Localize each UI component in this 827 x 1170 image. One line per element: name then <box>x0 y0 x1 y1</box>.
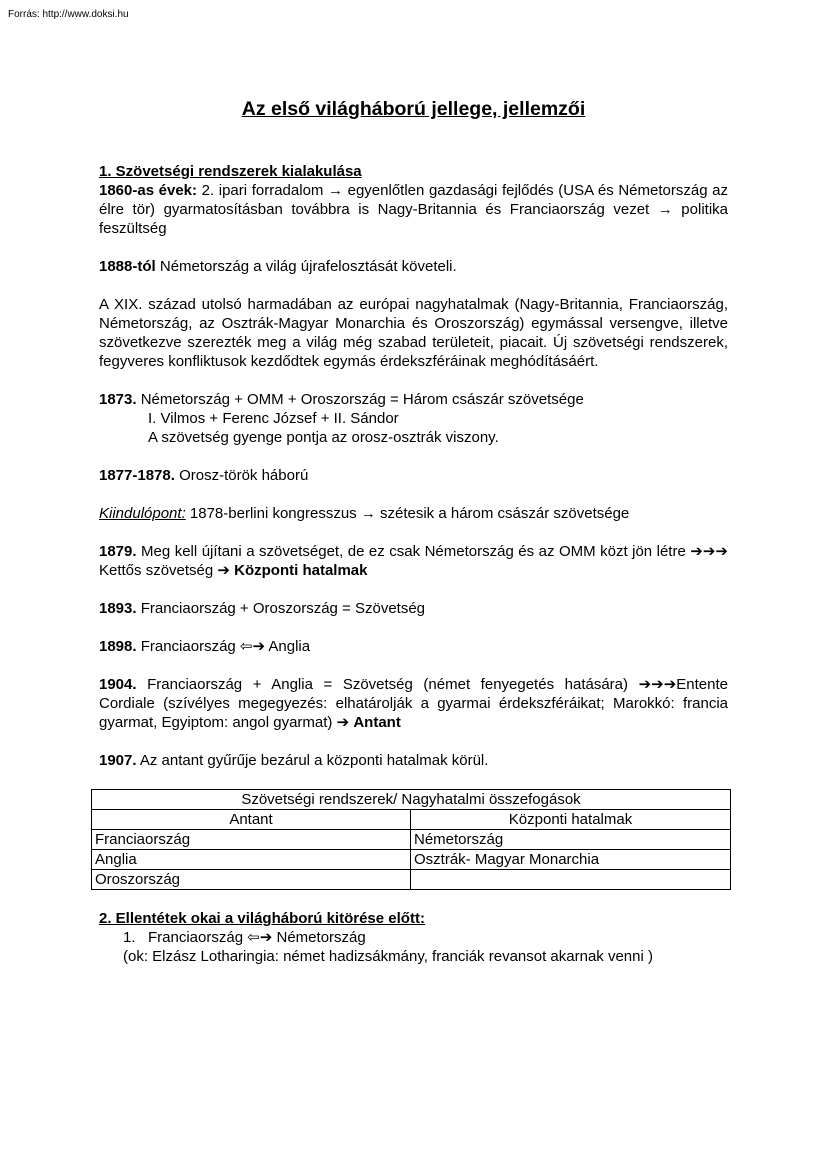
table-cell: Anglia <box>92 850 411 870</box>
paragraph-1873-weakness: A szövetség gyenge pontja az orosz-osztrák viszony. <box>148 429 499 446</box>
paragraph-1904: 1904. Franciaország + Anglia = Szövetség (német fenyegetés hatására) ➔➔➔Entente Cordiale (szívélyes megegyezés: elhatárolják a gyarmai érdekszféráikat; Marokkó: francia gyarmat, Egyiptom: angol gyarmat) ➔ Antant <box>99 676 728 731</box>
paragraph-1907: 1907. Az antant gyűrűje bezárul a központi hatalmak körül. <box>99 752 489 769</box>
paragraph-1877: 1877-1878. Orosz-török háború <box>99 467 309 484</box>
section2-heading: 2. Ellentétek okai a világháború kitörése előtt: <box>99 910 425 927</box>
table-cell: Franciaország <box>92 830 411 850</box>
alliance-table <box>91 789 731 890</box>
table-row <box>92 850 731 870</box>
paragraph-1873: 1873. Németország + OMM + Oroszország = Három császár szövetsége <box>99 391 584 408</box>
table-row <box>92 830 731 850</box>
paragraph-1879: 1879. Meg kell újítani a szövetséget, de ez csak Németország és az OMM közt jön létre ➔➔➔ Kettős szövetség ➔ Központi hatalmak <box>99 543 728 579</box>
document-body <box>95 162 728 966</box>
paragraph-19th-century: A XIX. század utolsó harmadában az európai nagyhatalmak (Nagy-Britannia, Franciaország, Németország, az Osztrák-Magyar Monarchia és Oroszország) egymással versengve, illetve szövetkezve szerezték meg a világ még szabad területeit, piacait. Új szövetségi rendszerek, fegyveres konfliktusok kezdődtek egymás érdekszféráinak meghódításáért. <box>99 296 728 370</box>
paragraph-1888: 1888-tól Németország a világ újrafelosztását követeli. <box>99 258 457 275</box>
paragraph-1873-rulers: I. Vilmos + Ferenc József + II. Sándor <box>148 410 399 427</box>
list-item-note: (ok: Elzász Lotharingia: német hadizsákmány, franciák revansot akarnak venni ) <box>123 948 653 965</box>
table-header-row <box>92 810 731 830</box>
table-caption-row <box>92 790 731 810</box>
paragraph-1860: 1860-as évek: 2. ipari forradalom → egyenlőtlen gazdasági fejlődés (USA és Németország az élre tör) gyarmatosításban továbbra is Nagy-Britannia és Franciaország vezet → politika feszültség <box>99 182 728 237</box>
paragraph-starting-point: Kiindulópont: 1878-berlini kongresszus → szétesik a három császár szövetsége <box>99 505 630 522</box>
list-number: 1. <box>123 929 136 946</box>
table-header-central-powers: Központi hatalmak <box>411 810 731 830</box>
section1-heading: 1. Szövetségi rendszerek kialakulása <box>99 163 362 180</box>
source-line: Forrás: http://www.doksi.hu <box>8 9 129 20</box>
paragraph-1898: 1898. Franciaország ⇦➔ Anglia <box>99 638 311 655</box>
table-cell <box>411 870 731 890</box>
list-item: 1. Franciaország ⇦➔ Németország <box>123 929 366 946</box>
paragraph-1893: 1893. Franciaország + Oroszország = Szövetség <box>99 600 426 617</box>
table-row <box>92 870 731 890</box>
table-cell: Osztrák- Magyar Monarchia <box>411 850 731 870</box>
table-cell: Németország <box>411 830 731 850</box>
table-cell: Oroszország <box>92 870 411 890</box>
table-caption: Szövetségi rendszerek/ Nagyhatalmi összefogások <box>92 790 731 810</box>
page-title: Az első világháború jellege, jellemzői <box>241 98 586 120</box>
table-header-antant: Antant <box>92 810 411 830</box>
